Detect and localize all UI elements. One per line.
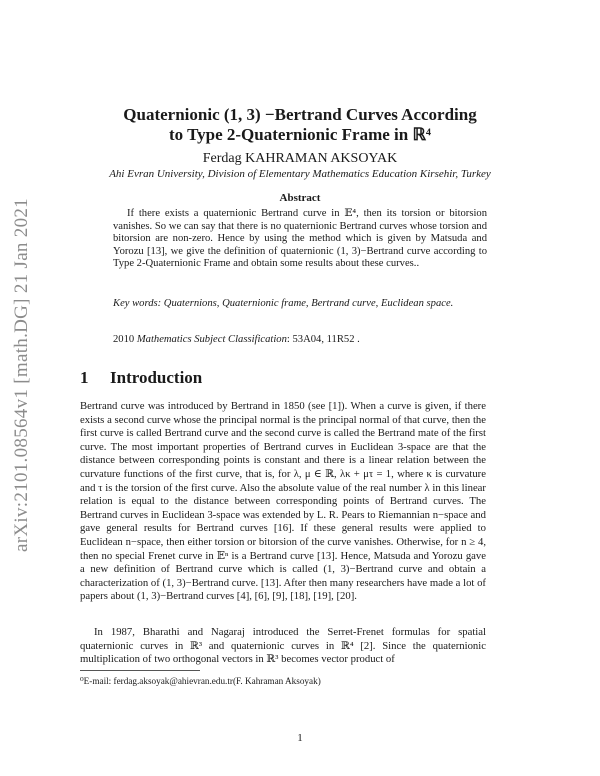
footnote-rule bbox=[80, 670, 200, 671]
keywords: Key words: Quaternions, Quaternionic frame, Bertrand curve, Euclidean space. bbox=[113, 298, 454, 309]
paper-title bbox=[60, 105, 540, 145]
msc-classification bbox=[113, 334, 487, 345]
title-line-1: Quaternionic (1, 3) −Bertrand Curves According bbox=[123, 105, 477, 124]
author-name: Ferdag KAHRAMAN AKSOYAK bbox=[202, 151, 398, 166]
abstract-heading: Abstract bbox=[279, 192, 321, 204]
footnote-email: ⁰E-mail: ferdag.aksoyak@ahievran.edu.tr(F. Kahraman Aksoyak) bbox=[80, 676, 321, 686]
section-title: Introduction bbox=[110, 368, 203, 387]
intro-paragraph-2: In 1987, Bharathi and Nagaraj introduced the Serret-Frenet formulas for spatial quaternionic curves in ℝ³ and quaternionic curves in ℝ⁴ [2]. Since the quaternionic multiplication of two orthogonal vectors in ℝ³ becomes vector product of bbox=[80, 626, 486, 666]
msc-codes: : 53A04, 11R52 . bbox=[286, 334, 360, 345]
title-line-2: to Type 2-Quaternionic Frame in ℝ⁴ bbox=[168, 125, 432, 144]
arxiv-identifier: arXiv:2101.08564v1 [math.DG] 21 Jan 2021 bbox=[11, 198, 32, 552]
arxiv-side-stamp bbox=[2, 185, 42, 565]
intro-paragraph-1: Bertrand curve was introduced by Bertrand in 1850 (see [1]). When a curve is given, if there exists a second curve whose the principal normal is the principal normal of that curve, then the first curve is called Bertrand curve and the second curve is called the Bertrand mate of the first curve. The most important properties of Bertrand curves in Euclidean 3-space are that the distance between corresponding points is constant and there is a linear relation between the curvature functions of the first curve, that is, for λ, μ ∈ ℝ, λκ + μτ = 1, where κ is curvature and τ is the torsion of the first curve. Also the absolute value of the real number λ in this linear relation is equal to the distance between corresponding points of Bertrand curves. The Bertrand curves in Euclidean 3-space was extended by L. R. Pears to Riemannian n−space and gave general results for Bertrand curves [16]. If these general results were applied to Euclidean n−space, then either torsion or bitorsion of the curve vanishes. Otherwise, for n ≥ 4, then no special Frenet curve in 𝔼ⁿ is a Bertrand curve [13]. Hence, Matsuda and Yorozu gave a new definition of Bertrand curve which is called (1, 3)−Bertrand curve and obtain a characterization of (1, 3)−Bertrand curve. [13]. After then many researchers have made a lot of papers about (1, 3)−Bertrand curves [4], [6], [9], [18], [19], [20]. bbox=[80, 400, 486, 603]
msc-label: Mathematics Subject Classification bbox=[136, 334, 287, 345]
msc-year: 2010 bbox=[113, 334, 135, 345]
abstract-text: If there exists a quaternionic Bertrand curve in 𝔼⁴, then its torsion or bitorsion vanishes. So we can say that there is no quaternionic Bertrand curves whose torsion and bitorsion are non-zero. Hence by using the method which is given by Matsuda and Yorozu [13], we give the definition of quaternionic (1, 3)−Bertrand curve according to Type 2-Quaternionic Frame and obtain some results about these curves.. bbox=[113, 208, 487, 270]
section-number: 1 bbox=[80, 368, 89, 387]
page-number: 1 bbox=[297, 732, 303, 744]
section-heading bbox=[80, 368, 202, 388]
author-affiliation: Ahi Evran University, Division of Elementary Mathematics Education Kirsehir, Turkey bbox=[109, 168, 491, 180]
